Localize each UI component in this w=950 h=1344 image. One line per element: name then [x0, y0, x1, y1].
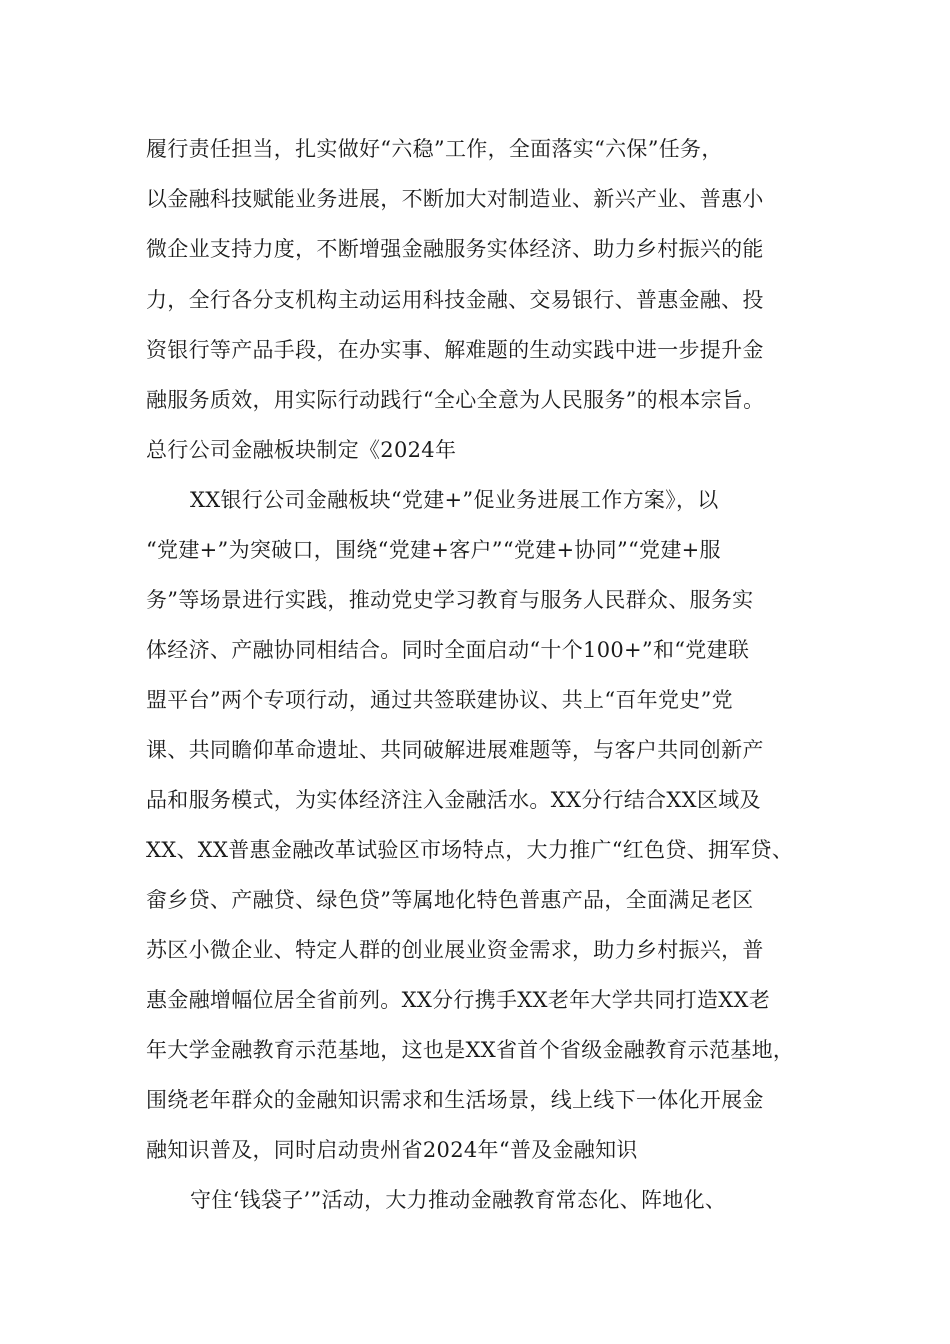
text-line: 盟平台”两个专项行动，通过共签联建协议、共上“百年党史”党	[146, 688, 733, 712]
text-line: 苏区小微企业、特定人群的创业展业资金需求，助力乡村振兴，普	[146, 938, 764, 962]
text-line: “党建+”为突破口，围绕“党建+客户”“党建+协同”“党建+服	[146, 538, 721, 562]
text-line: 课、共同瞻仰革命遗址、共同破解进展难题等，与客户共同创新产	[146, 738, 764, 762]
text-line: 畲乡贷、产融贷、绿色贷”等属地化特色普惠产品，全面满足老区	[146, 888, 754, 912]
text-line: 总行公司金融板块制定《2024年	[146, 438, 457, 462]
text-line: 品和服务模式，为实体经济注入金融活水。XX分行结合XX区域及	[146, 788, 761, 812]
text-line: 围绕老年群众的金融知识需求和生活场景，线上线下一体化开展金	[146, 1088, 764, 1112]
text-line: 微企业支持力度，不断增强金融服务实体经济、助力乡村振兴的能	[146, 237, 764, 261]
text-line: 以金融科技赋能业务进展，不断加大对制造业、新兴产业、普惠小	[146, 187, 764, 211]
text-line: 融服务质效，用实际行动践行“全心全意为人民服务”的根本宗旨。	[146, 388, 765, 412]
text-line: XX、XX普惠金融改革试验区市场特点，大力推广“红色贷、拥军贷、	[146, 838, 794, 862]
text-line: 力，全行各分支机构主动运用科技金融、交易银行、普惠金融、投	[146, 288, 764, 312]
text-line: 务”等场景进行实践，推动党史学习教育与服务人民群众、服务实	[146, 588, 754, 612]
text-line: 融知识普及，同时启动贵州省2024年“普及金融知识	[146, 1138, 638, 1162]
text-line: 惠金融增幅位居全省前列。XX分行携手XX老年大学共同打造XX老	[146, 988, 770, 1012]
text-line: 体经济、产融协同相结合。同时全面启动“十个100+”和“党建联	[146, 638, 750, 662]
text-line: 年大学金融教育示范基地，这也是XX省首个省级金融教育示范基地，	[146, 1038, 795, 1062]
paragraph-first-line: XX银行公司金融板块“党建+”促业务进展工作方案》，以	[190, 488, 719, 512]
paragraph-first-line: 守住‘钱袋子’”活动，大力推动金融教育常态化、阵地化、	[190, 1188, 727, 1212]
text-line: 资银行等产品手段，在办实事、解难题的生动实践中进一步提升金	[146, 338, 764, 362]
text-line: 履行责任担当，扎实做好“六稳”工作，全面落实“六保”任务，	[146, 137, 723, 161]
